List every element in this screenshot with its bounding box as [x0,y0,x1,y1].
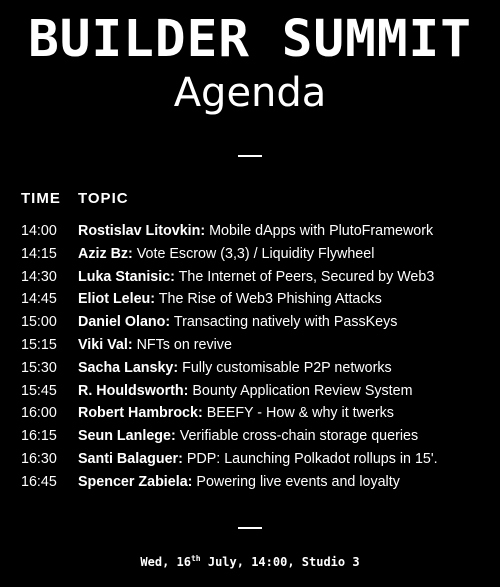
session-speaker: Luka Stanisic: [78,268,175,285]
agenda-row [21,220,491,243]
bottom-divider [238,527,262,529]
session-speaker: Sacha Lansky: [78,359,179,376]
session-topic [78,266,434,289]
session-time: 15:00 [21,314,57,331]
session-speaker: Santi Balaguer: [78,450,183,467]
session-speaker: Eliot Leleu: [78,291,156,308]
session-title: Transacting natively with PassKeys [173,314,398,331]
event-title: BUILDER SUMMIT [28,10,472,69]
event-time-location: July, 14:00, Studio 3 [200,555,360,569]
session-time: 15:15 [21,336,57,353]
session-topic [78,471,400,494]
session-title: Verifiable cross-chain storage queries [179,428,419,445]
session-speaker: Robert Hambrock: [78,405,203,422]
session-speaker: Spencer Zabiela: [78,473,193,490]
session-title: Powering live events and loyalty [196,473,400,490]
topic-column-header: TOPIC [78,190,129,207]
agenda-row [21,311,491,334]
session-title: PDP: Launching Polkadot rollups in 15'. [186,450,438,467]
session-title: The Internet of Peers, Secured by Web3 [178,268,435,285]
event-day: Wed, 16 [140,555,191,569]
session-time: 16:45 [21,473,57,490]
agenda-row [21,243,491,266]
event-details [0,552,500,572]
session-topic [78,402,394,425]
event-day-suffix: th [190,554,201,563]
session-speaker: Rostislav Litovkin: [78,223,206,239]
session-speaker: Aziz Bz: [78,245,133,262]
agenda-row [21,334,491,357]
page-subtitle: Agenda [173,70,327,116]
top-divider [238,155,262,157]
session-title: Vote Escrow (3,3) / Liquidity Flywheel [136,245,375,262]
agenda-row [21,357,491,380]
session-topic [78,334,232,357]
session-time: 15:30 [21,359,57,376]
agenda-row [21,288,491,311]
agenda-row [21,380,491,403]
session-time: 15:45 [21,382,57,399]
session-title: The Rise of Web3 Phishing Attacks [158,291,382,308]
session-time: 14:45 [21,291,57,308]
session-title: Mobile dApps with PlutoFramework [209,223,434,239]
session-speaker: Daniel Olano: [78,314,171,331]
session-title: Fully customisable P2P networks [182,359,392,376]
time-column-header: TIME [21,190,61,207]
session-title: Bounty Application Review System [192,382,413,399]
session-topic [78,357,392,380]
session-time: 16:30 [21,450,57,467]
agenda-row [21,266,491,289]
session-title: NFTs on revive [136,336,232,353]
session-topic [78,220,433,243]
session-topic [78,243,374,266]
session-time: 14:15 [21,245,57,262]
agenda-row [21,448,491,471]
session-topic [78,425,418,448]
session-speaker: R. Houldsworth: [78,382,189,399]
session-topic [78,448,438,471]
session-time: 14:00 [21,223,57,239]
session-time: 16:15 [21,428,57,445]
session-title: BEEFY - How & why it twerks [206,405,394,422]
agenda-row [21,471,491,494]
session-topic [78,311,397,334]
session-topic [78,380,413,403]
session-speaker: Seun Lanlege: [78,428,176,445]
agenda-row [21,425,491,448]
agenda-list [21,220,491,494]
session-time: 14:30 [21,268,57,285]
session-speaker: Viki Val: [78,336,133,353]
session-topic [78,288,382,311]
session-time: 16:00 [21,405,57,422]
agenda-row [21,402,491,425]
